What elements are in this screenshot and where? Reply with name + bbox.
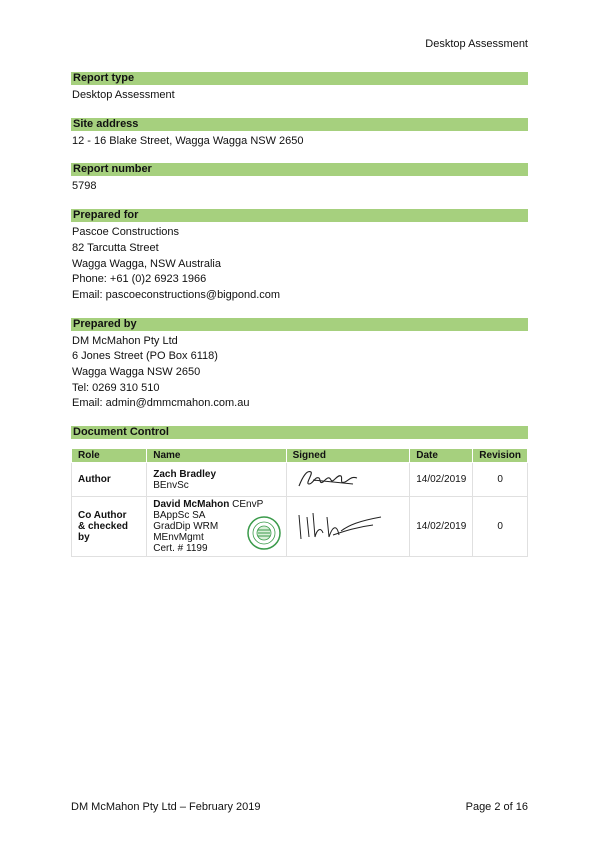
date-cell: 14/02/2019	[410, 463, 473, 497]
prepared-for-line: 82 Tarcutta Street	[72, 241, 159, 254]
document-control-table	[71, 448, 528, 557]
site-address-body	[71, 131, 528, 150]
footer-page-number: Page 2 of 16	[465, 801, 528, 813]
signature-cell	[286, 497, 410, 557]
role-line: by	[78, 532, 90, 544]
report-number-value: 5798	[72, 180, 97, 193]
prepared-by-body	[71, 331, 528, 413]
prepared-for-line: Email: pascoeconstructions@bigpond.com	[72, 288, 281, 301]
site-address-heading: Site address	[71, 118, 528, 131]
revision-cell: 0	[473, 497, 528, 557]
report-type-body	[71, 85, 528, 104]
footer-company: DM McMahon Pty Ltd – February 2019	[71, 801, 261, 813]
signature-image	[293, 466, 365, 490]
qualification: MEnvMgmt	[153, 532, 204, 544]
col-header-revision: Revision	[473, 449, 528, 463]
prepared-for-body	[71, 222, 528, 304]
report-number-heading: Report number	[71, 163, 528, 176]
qualification: BAppSc SA	[153, 510, 206, 522]
table-row	[72, 497, 528, 557]
prepared-for-line: Pascoe Constructions	[72, 226, 179, 239]
prepared-for-line: Phone: +61 (0)2 6923 1966	[72, 273, 207, 286]
prepared-by-line: Tel: 0269 310 510	[72, 381, 160, 394]
col-header-date: Date	[410, 449, 473, 463]
col-header-signed: Signed	[286, 449, 410, 463]
person-name: David McMahon	[153, 499, 230, 511]
qualification: GradDip WRM	[153, 521, 219, 533]
col-header-name: Name	[147, 449, 286, 463]
qualification: BEnvSc	[153, 479, 189, 491]
prepared-for-heading: Prepared for	[71, 209, 528, 222]
role-line: & checked	[78, 521, 129, 533]
running-header: Desktop Assessment	[425, 38, 528, 50]
cenvp-seal-icon	[246, 515, 282, 551]
qualification: Cert. # 1199	[153, 543, 208, 555]
prepared-by-line: 6 Jones Street (PO Box 6118)	[72, 350, 218, 363]
report-type-heading: Report type	[71, 72, 528, 85]
table-row	[72, 463, 528, 497]
person-name: Zach Bradley	[153, 468, 217, 480]
date-cell: 14/02/2019	[410, 497, 473, 557]
name-cell	[147, 497, 286, 557]
prepared-by-line: Wagga Wagga NSW 2650	[72, 366, 201, 379]
name-cell	[147, 463, 286, 497]
role-line: Co Author	[78, 510, 127, 522]
prepared-by-line: Email: admin@dmmcmahon.com.au	[72, 397, 250, 410]
table-header-row	[72, 449, 528, 463]
signature-image	[293, 507, 393, 543]
col-header-role: Role	[72, 449, 147, 463]
role-cell	[72, 497, 147, 557]
prepared-by-heading: Prepared by	[71, 318, 528, 331]
report-type-value: Desktop Assessment	[72, 89, 175, 101]
revision-cell: 0	[473, 463, 528, 497]
person-title: CEnvP	[229, 499, 264, 511]
document-control-heading: Document Control	[71, 426, 528, 439]
prepared-by-line: DM McMahon Pty Ltd	[72, 334, 178, 347]
signature-cell	[286, 463, 410, 497]
document-body	[71, 72, 528, 557]
site-address-value: 12 - 16 Blake Street, Wagga Wagga NSW 2650	[72, 134, 304, 147]
prepared-for-line: Wagga Wagga, NSW Australia	[72, 257, 221, 270]
role-cell: Author	[72, 463, 147, 497]
report-number-body	[71, 176, 528, 195]
